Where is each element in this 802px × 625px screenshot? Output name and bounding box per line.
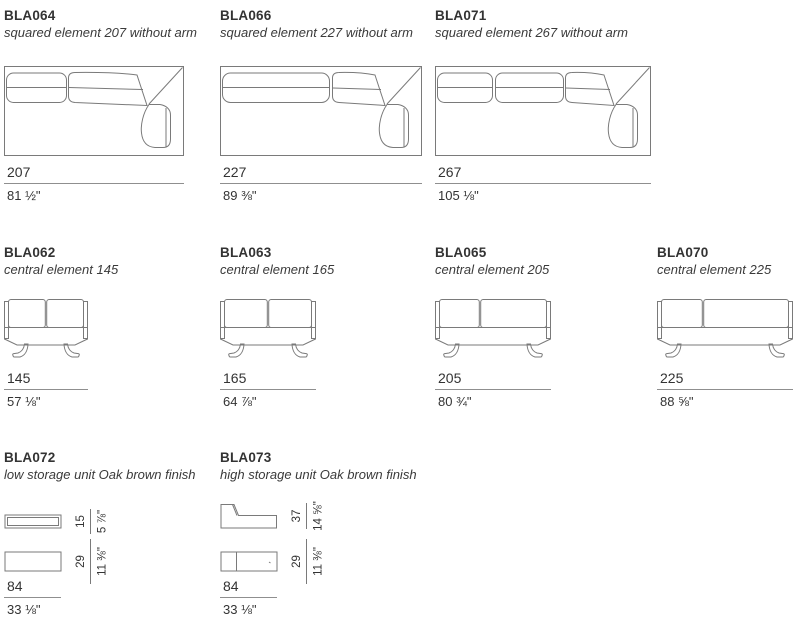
width-inches: 57 ⅛": [7, 394, 41, 409]
sofa-plan-view-drawing: [4, 66, 184, 156]
product-description: central element 145: [4, 262, 119, 277]
product-card-bla073: [220, 450, 420, 617]
height-bottom-cm: 29: [75, 555, 87, 568]
product-code: BLA063: [220, 245, 272, 260]
height-bottom-inches: 11 ⅜": [312, 547, 325, 576]
width-inches: 89 ⅜": [223, 188, 257, 203]
unit-front-view: [221, 505, 277, 529]
unit-front-view: [5, 515, 61, 528]
product-description: low storage unit Oak brown finish: [4, 467, 196, 482]
width-dimension: [4, 578, 61, 617]
width-inches: 33 ⅛": [7, 602, 41, 617]
product-description: central element 225: [657, 262, 772, 277]
height-bottom-inches: 11 ⅜": [96, 547, 109, 576]
width-dimension: [4, 164, 184, 203]
height-bottom-cm: 29: [291, 555, 303, 568]
width-cm: 267: [438, 164, 462, 180]
width-dimension: [220, 370, 316, 409]
product-card-bla062: [4, 245, 119, 409]
dimension-rule: [435, 183, 651, 184]
width-cm: 207: [7, 164, 31, 180]
height-dimension-bottom: [291, 539, 325, 584]
product-code: BLA071: [435, 8, 487, 23]
product-description: central element 205: [435, 262, 550, 277]
width-inches: 88 ⅝": [660, 394, 694, 409]
width-cm: 205: [438, 370, 462, 386]
sofa-front-view-drawing: [435, 298, 551, 358]
product-code: BLA072: [4, 450, 56, 465]
dimension-rule: [220, 183, 422, 184]
product-description: squared element 227 without arm: [220, 25, 413, 40]
product-card-bla064: [4, 8, 197, 203]
width-inches: 64 ⅞": [223, 394, 257, 409]
dimension-rule: [4, 389, 88, 390]
width-inches: 80 ¾": [438, 394, 472, 409]
width-inches: 33 ⅛": [223, 602, 257, 617]
product-card-bla065: [435, 245, 551, 409]
width-cm: 165: [223, 370, 247, 386]
width-dimension: [657, 370, 793, 409]
width-cm: 84: [7, 578, 23, 594]
sofa-front-view-drawing: [657, 298, 793, 358]
sofa-plan-view-drawing: [435, 66, 651, 156]
sofa-plan-view-drawing: [220, 66, 422, 156]
product-code: BLA065: [435, 245, 487, 260]
width-cm: 227: [223, 164, 247, 180]
product-card-bla063: [220, 245, 335, 409]
height-dimension-top: [291, 501, 325, 531]
height-top-inches: 14 ⅝": [312, 501, 325, 531]
height-dimension-top: [75, 509, 109, 534]
product-description: high storage unit Oak brown finish: [220, 467, 417, 482]
width-cm: 84: [223, 578, 239, 594]
width-dimension: [435, 370, 551, 409]
dimension-rule: [220, 597, 277, 598]
dimension-rule: [220, 389, 316, 390]
width-cm: 225: [660, 370, 684, 386]
sofa-front-view-drawing: [220, 298, 316, 358]
width-inches: 105 ⅛": [438, 188, 479, 203]
width-dimension: [220, 164, 422, 203]
dimension-rule: [4, 597, 61, 598]
product-card-bla071: [435, 8, 651, 203]
product-code: BLA064: [4, 8, 56, 23]
height-top-cm: 15: [75, 515, 87, 528]
product-code: BLA066: [220, 8, 272, 23]
dimension-rule: [4, 183, 184, 184]
unit-plan-view: [221, 552, 277, 571]
height-dimension-bottom: [75, 539, 109, 584]
sofa-front-view-drawing: [4, 298, 88, 358]
product-card-bla072: [4, 450, 204, 617]
width-dimension: [220, 578, 277, 617]
width-inches: 81 ½": [7, 188, 41, 203]
product-description: squared element 267 without arm: [435, 25, 628, 40]
product-description: squared element 207 without arm: [4, 25, 197, 40]
product-card-bla066: [220, 8, 422, 203]
width-cm: 145: [7, 370, 31, 386]
unit-plan-view: [5, 552, 61, 571]
width-dimension: [4, 370, 88, 409]
dimension-rule: [435, 389, 551, 390]
height-top-cm: 37: [291, 509, 303, 523]
product-code: BLA073: [220, 450, 272, 465]
dimension-rule: [657, 389, 793, 390]
width-dimension: [435, 164, 651, 203]
height-top-inches: 5 ⅞": [96, 509, 109, 534]
product-card-bla070: [657, 245, 793, 409]
product-description: central element 165: [220, 262, 335, 277]
product-code: BLA070: [657, 245, 709, 260]
product-code: BLA062: [4, 245, 56, 260]
